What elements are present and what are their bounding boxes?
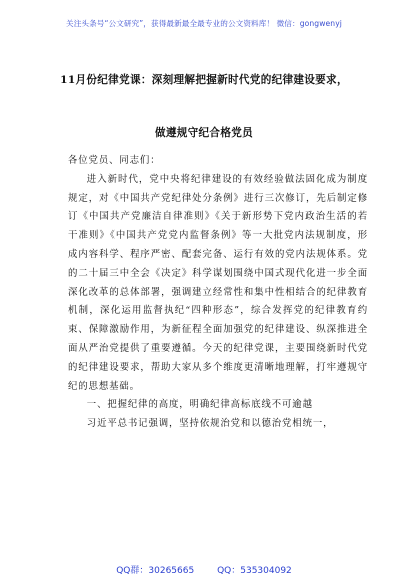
document-body [68,152,368,434]
qq-group-text: QQ群：30265665 [116,566,195,576]
section-heading: 一、把握纪律的高度，明确纪律高标底线不可逾越 [86,399,313,411]
footer-contact [0,563,408,576]
qq-number-text: QQ：535304092 [217,566,292,576]
body-paragraph: 习近平总书记强调，坚持依规治党和以德治党相统一， [86,418,334,430]
body-paragraph: 进入新时代，党中央将纪律建设的有效经验做法固化成为制度规定，对《中国共产党纪律处分条例》进行三次修订，先后制定修订《中国共产党廉洁自律准则》《关于新形势下党内政治生活的若干准则》《中国共产党党内监督条例》等一大批党内法规制度，形成内容科学、程序严密、配套完备、运行有效的党内法规体系。党的二十届三中全会《决定》科学谋划围绕中国式现代化进一步全面深化改革的总体部署，强调建立经常性和集中性相结合的纪律教育机制，深化运用监督执纪“四种形态”，综合发挥党的纪律教育约束、保障激励作用，为新征程全面加强党的纪律建设、纵深推进全面从严治党提供了重要遵循。今天的纪律党课，主要围绕新时代党的纪律建设要求，帮助大家从多个维度更清晰地理解，打牢遵规守纪的思想基础。 [68,173,368,392]
document-subtitle: 做遵规守纪合格党员 [154,127,254,139]
salutation: 各位党员、同志们： [68,155,161,166]
header-promo-text: 关注头条号“公文研究”，获得最新最全最专业的公文资料库！ 微信：gongwenyj [66,19,342,28]
document-title: 11月份纪律党课：深刻理解把握新时代党的纪律建设要求， [60,74,348,86]
